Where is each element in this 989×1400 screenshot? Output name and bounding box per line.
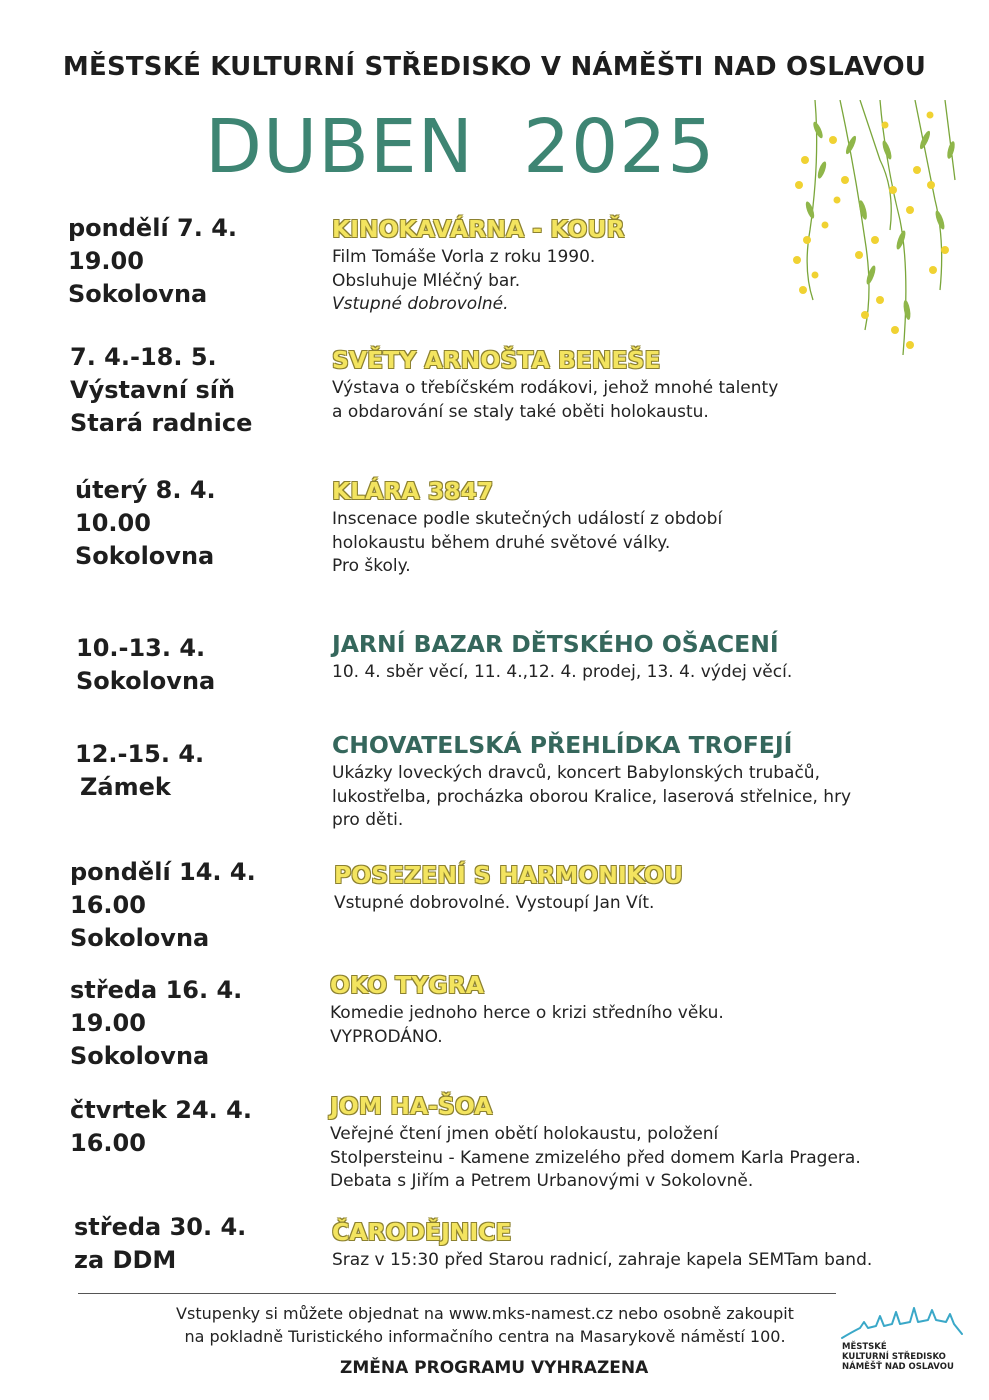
event-when bbox=[76, 632, 376, 698]
ticket-info bbox=[100, 1302, 870, 1348]
event-desc-line: Stolpersteinu - Kamene zmizelého před domem Karla Pragera. bbox=[330, 1147, 861, 1168]
event-desc-line: VYPRODÁNO. bbox=[330, 1026, 443, 1047]
event-title: OKO TYGRA bbox=[330, 971, 484, 999]
event-time: 10.00 bbox=[75, 509, 151, 537]
event-title: KINOKAVÁRNA - KOUŘ bbox=[332, 215, 625, 243]
mks-logo bbox=[840, 1302, 970, 1372]
event-desc-line: holokaustu během druhé světové války. bbox=[332, 532, 671, 553]
ticket-info-line: Vstupenky si můžete objednat na www.mks-namest.cz nebo osobně zakoupit bbox=[176, 1304, 794, 1323]
event-place: Výstavní síň bbox=[70, 376, 236, 404]
footer-divider bbox=[78, 1293, 836, 1294]
event-desc-line: Ukázky loveckých dravců, koncert Babylonských trubačů, bbox=[332, 763, 820, 783]
event-when bbox=[70, 856, 370, 955]
event-desc-line: Sraz v 15:30 před Starou radnicí, zahraje kapela SEMTam band. bbox=[332, 1250, 873, 1270]
event-place: Sokolovna bbox=[76, 667, 216, 695]
event-desc-line: a obdarování se staly také oběti holokaustu. bbox=[332, 401, 709, 422]
event-when bbox=[75, 738, 375, 804]
event-description bbox=[332, 246, 952, 317]
organization-title: MĚSTSKÉ KULTURNÍ STŘEDISKO V NÁMĚŠTI NAD OSLAVOU bbox=[62, 52, 927, 82]
event-desc-line: Vstupné dobrovolné. Vystoupí Jan Vít. bbox=[334, 893, 655, 913]
event-title: KLÁRA 3847 bbox=[332, 477, 494, 505]
event-desc-line: Komedie jednoho herce o krizi středního věku. bbox=[330, 1003, 724, 1023]
program-change-notice: ZMĚNA PROGRAMU VYHRAZENA bbox=[340, 1358, 649, 1378]
event-desc-line: Pro školy. bbox=[332, 556, 411, 576]
event-title: ČARODĚJNICE bbox=[332, 1218, 512, 1246]
event-title: CHOVATELSKÁ PŘEHLÍDKA TROFEJÍ bbox=[332, 731, 793, 759]
event-desc-line: Veřejné čtení jmen obětí holokaustu, položení bbox=[330, 1124, 719, 1144]
event-place: Zámek bbox=[80, 773, 171, 801]
event-desc-line: Film Tomáše Vorla z roku 1990. bbox=[332, 247, 596, 267]
event-date-range: 12.-15. 4. bbox=[75, 740, 205, 768]
event-time: 19.00 bbox=[68, 247, 144, 275]
mimosa-illustration bbox=[785, 100, 960, 365]
event-day: středa 16. 4. bbox=[70, 976, 243, 1004]
town-skyline-icon bbox=[840, 1302, 965, 1342]
event-date-range: 7. 4.-18. 5. bbox=[70, 343, 217, 371]
event-desc-line: pro děti. bbox=[332, 810, 404, 830]
event-day: čtvrtek 24. 4. bbox=[70, 1096, 252, 1124]
event-description bbox=[330, 1002, 950, 1049]
event-day: pondělí 7. 4. bbox=[68, 214, 238, 242]
event-description bbox=[334, 892, 954, 916]
event-time: 19.00 bbox=[70, 1009, 146, 1037]
event-when bbox=[70, 341, 370, 440]
event-place: Stará radnice bbox=[70, 409, 253, 437]
event-description bbox=[332, 377, 952, 424]
event-desc-line: Obsluhuje Mléčný bar. bbox=[332, 270, 521, 291]
ticket-info-line: na pokladně Turistického informačního centra na Masarykově náměstí 100. bbox=[184, 1327, 786, 1346]
event-desc-line: Inscenace podle skutečných událostí z období bbox=[332, 509, 723, 529]
event-time: 16.00 bbox=[70, 1129, 146, 1157]
event-place: Sokolovna bbox=[70, 924, 210, 952]
event-place: Sokolovna bbox=[68, 280, 208, 308]
logo-line: NÁMĚŠŤ NAD OSLAVOU bbox=[842, 1362, 954, 1372]
event-title: JARNÍ BAZAR DĚTSKÉHO OŠACENÍ bbox=[332, 630, 779, 658]
logo-line: KULTURNÍ STŘEDISKO bbox=[842, 1352, 946, 1362]
event-title: JOM HA-ŠOA bbox=[330, 1092, 493, 1120]
event-when bbox=[68, 212, 368, 311]
event-day: úterý 8. 4. bbox=[75, 476, 216, 504]
event-title: POSEZENÍ S HARMONIKOU bbox=[334, 861, 683, 889]
event-time: 16.00 bbox=[70, 891, 146, 919]
event-when bbox=[70, 974, 370, 1073]
event-place: za DDM bbox=[74, 1246, 177, 1274]
event-title: SVĚTY ARNOŠTA BENEŠE bbox=[332, 346, 661, 374]
logo-line: MĚSTSKÉ bbox=[842, 1342, 887, 1352]
event-when bbox=[70, 1094, 370, 1160]
event-desc-line: Výstava o třebíčském rodákovi, jehož mnohé talenty bbox=[332, 378, 779, 398]
month-title: DUBEN 2025 bbox=[205, 104, 716, 190]
logo-text bbox=[842, 1342, 954, 1372]
event-description bbox=[332, 1249, 952, 1273]
event-when bbox=[75, 474, 375, 573]
event-day: pondělí 14. 4. bbox=[70, 858, 256, 886]
event-place: Sokolovna bbox=[75, 542, 215, 570]
event-description bbox=[330, 1123, 950, 1194]
event-place: Sokolovna bbox=[70, 1042, 210, 1070]
event-description bbox=[332, 762, 952, 833]
event-day: středa 30. 4. bbox=[74, 1213, 247, 1241]
event-description bbox=[332, 508, 952, 579]
event-desc-line: lukostřelba, procházka oborou Kralice, laserová střelnice, hry bbox=[332, 786, 852, 807]
event-desc-line: Vstupné dobrovolné. bbox=[332, 294, 509, 314]
event-desc-line: 10. 4. sběr věcí, 11. 4.,12. 4. prodej, 13. 4. výdej věcí. bbox=[332, 662, 793, 682]
event-description bbox=[332, 661, 952, 685]
event-date-range: 10.-13. 4. bbox=[76, 634, 206, 662]
event-when bbox=[74, 1211, 374, 1277]
event-desc-line: Debata s Jiřím a Petrem Urbanovými v Sokolovně. bbox=[330, 1171, 754, 1191]
